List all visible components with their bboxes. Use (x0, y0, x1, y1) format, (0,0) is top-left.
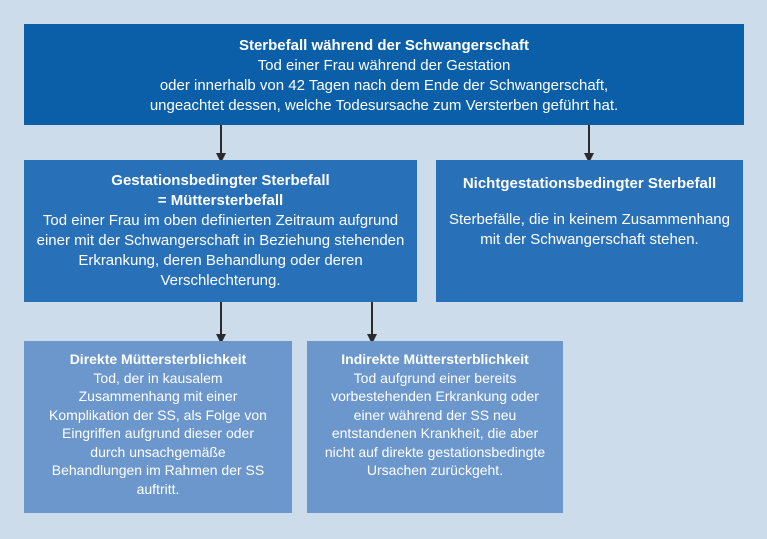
indirect-box-line: Tod aufgrund einer bereits (353, 369, 517, 386)
indirect-box-line: einer während der SS neu (353, 406, 517, 423)
direct-maternal-mortality-box (24, 341, 292, 513)
indirect-box-title: Indirekte Müttersterblichkeit (341, 351, 529, 367)
gestational-box-title: Gestationsbedingter Sterbefall (111, 172, 330, 189)
direct-box-line: Behandlungen im Rahmen der SS (51, 462, 265, 478)
top-box-title: Sterbefall während der Schwangerschaft (238, 37, 530, 54)
top-box-line: oder innerhalb von 42 Tagen nach dem Ende der Schwangerschaft, (159, 77, 609, 94)
direct-box-line: Eingriffen aufgrund dieser oder (62, 425, 254, 441)
gestational-box-line: Verschlechterung. (160, 272, 281, 289)
indirect-box-line: vorbestehenden Erkrankung oder (331, 388, 539, 404)
indirect-box-line: nicht auf direkte gestationsbedingte (324, 443, 546, 460)
gestational-box-subtitle: = Müttersterbefall (157, 192, 284, 209)
non-gestational-box-line: Sterbefälle, die in keinem Zusammenhang (449, 211, 730, 228)
indirect-box-line: entstandenen Krankheit, die aber (331, 425, 539, 441)
direct-box-title: Direkte Müttersterblichkeit (69, 351, 247, 367)
direct-box-line: Komplikation der SS, als Folge von (49, 406, 267, 423)
gestational-box-line: Erkrankung, deren Behandlung oder deren (78, 252, 363, 269)
non-gestational-death-box (436, 160, 743, 302)
direct-box-line: Zusammenhang mit einer (78, 388, 238, 404)
direct-box-line: Tod, der in kausalem (93, 369, 223, 386)
direct-box-line: durch unsachgemäße (90, 443, 226, 460)
direct-box-line: auftritt. (136, 480, 180, 497)
top-box-line: Tod einer Frau während der Gestation (257, 57, 511, 74)
gestational-death-box (24, 160, 417, 302)
gestational-box-line: einer mit der Schwangerschaft in Beziehung stehenden (36, 232, 405, 249)
non-gestational-box-line: mit der Schwangerschaft stehen. (480, 231, 699, 248)
gestational-box-line: Tod einer Frau im oben definierten Zeitraum aufgrund (42, 212, 399, 229)
top-box-line: ungeachtet dessen, welche Todesursache zum Versterben geführt hat. (149, 97, 619, 114)
indirect-box-line: Ursachen zurückgeht. (366, 462, 504, 478)
non-gestational-box-title: Nichtgestationsbedingter Sterbefall (462, 175, 717, 192)
maternal-death-definition-box (24, 24, 744, 125)
indirect-maternal-mortality-box (307, 341, 563, 513)
